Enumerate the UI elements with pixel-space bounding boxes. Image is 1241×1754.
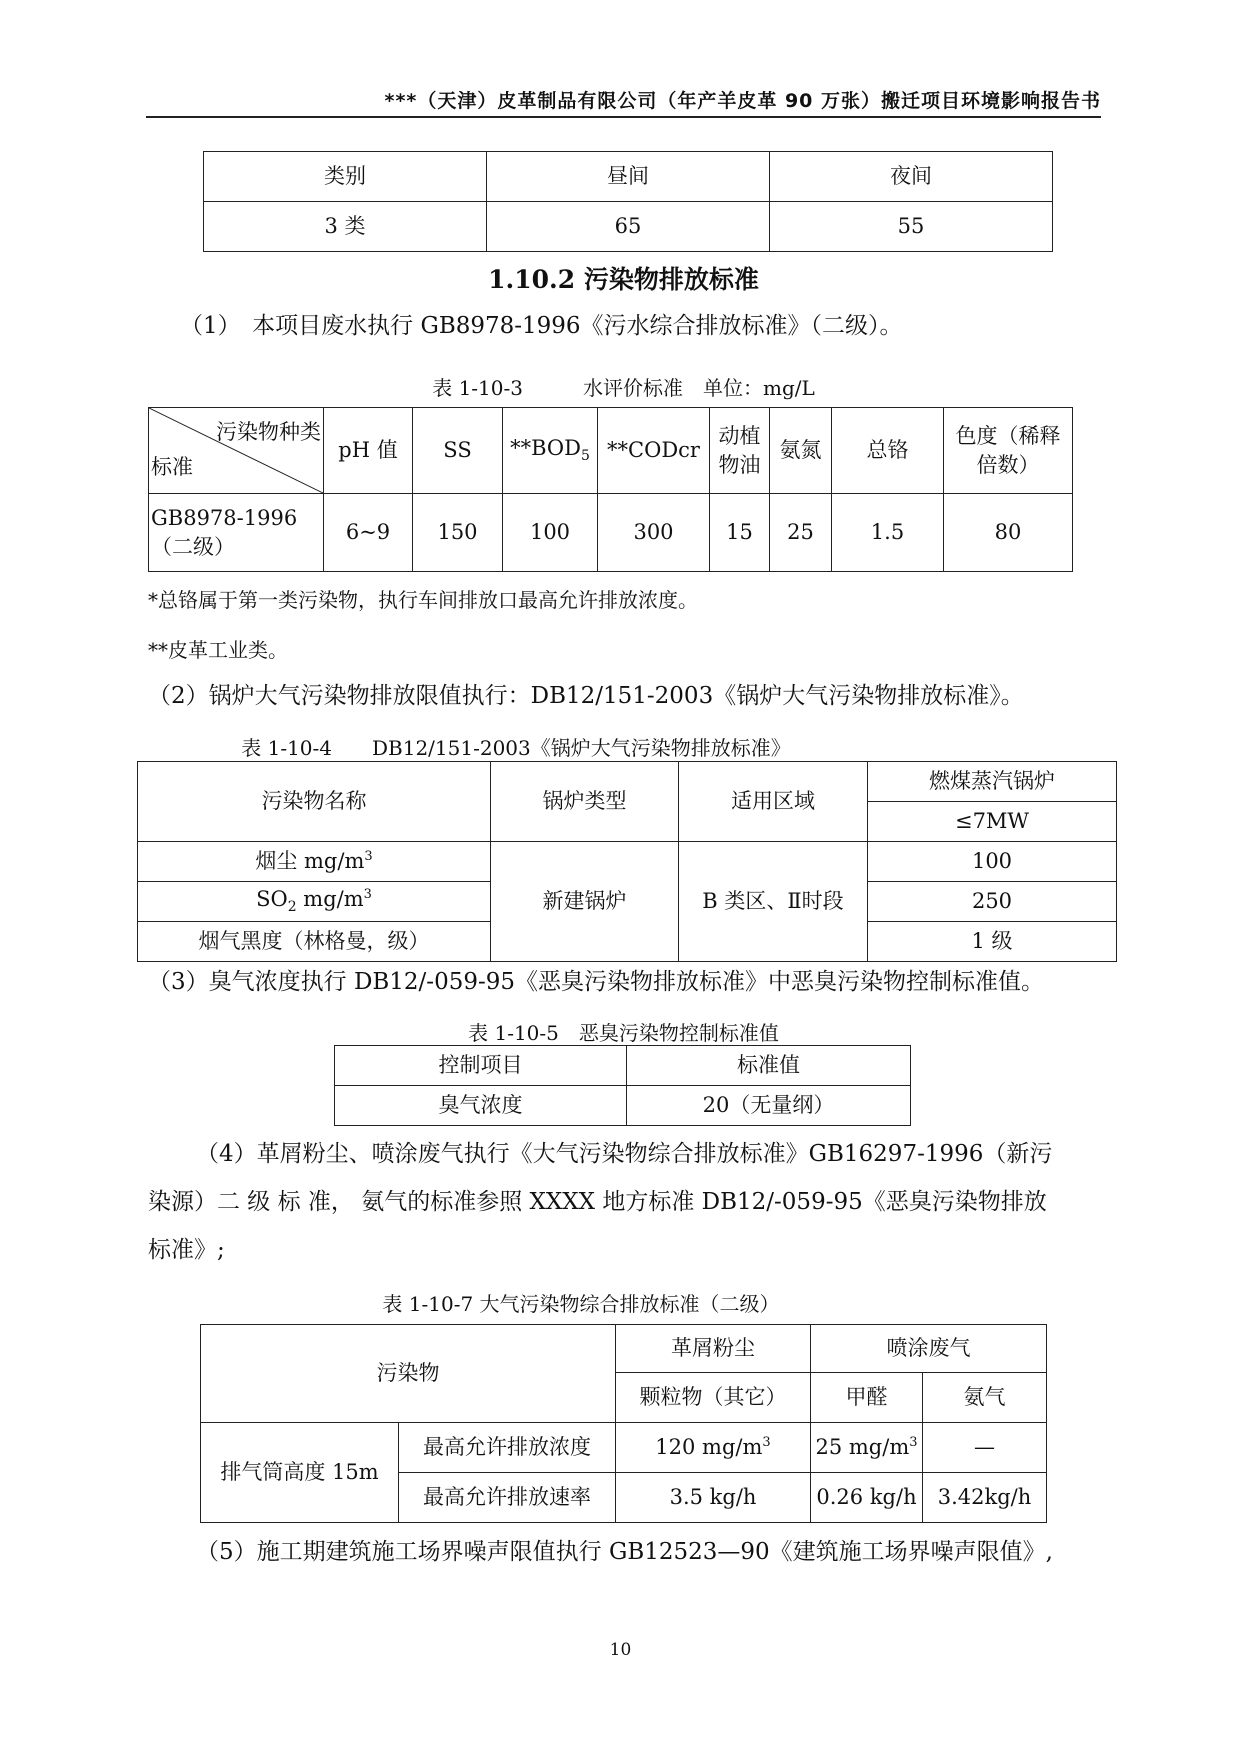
water-header-oil: 动植物油 [710,408,770,494]
water-header-ammonia: 氨氮 [770,408,832,494]
odor-standard-table [334,1045,911,1126]
air-header-particle: 颗粒物（其它） [616,1373,811,1423]
odor-cell-item: 臭气浓度 [335,1086,627,1126]
boiler-value-so2: 250 [868,882,1117,922]
note-leather: **皮革工业类。 [148,638,288,662]
water-value-color: 80 [944,494,1073,572]
water-header-bod [503,408,598,494]
air-stack-height: 排气筒高度 15m [201,1423,399,1523]
boiler-row-dust [138,842,491,882]
water-standard-table [148,407,1073,572]
boiler-header-type: 锅炉类型 [491,762,679,842]
odor-cell-value: 20（无量纲） [627,1086,911,1126]
odor-header-item: 控制项目 [335,1046,627,1086]
water-value-ph: 6~9 [324,494,413,572]
boiler-value-blackness: 1 级 [868,922,1117,962]
water-row-label: GB8978-1996（二级） [149,494,324,572]
water-value-ss: 150 [413,494,503,572]
boiler-header-coal: 燃煤蒸汽锅炉 [868,762,1117,802]
item-2: （2）锅炉大气污染物排放限值执行：DB12/151-2003《锅炉大气污染物排放标准》。 [148,683,1024,709]
air-header-nh3: 氨气 [923,1373,1047,1423]
hcho-conc-sup: 3 [909,1435,918,1451]
odor-header-value: 标准值 [627,1046,911,1086]
noise-cell-category: 3 类 [204,202,487,252]
item-1: （1） 本项目废水执行 GB8978-1996《污水综合排放标准》（二级）。 [180,313,903,339]
item-3: （3）臭气浓度执行 DB12/-059-95《恶臭污染物排放标准》中恶臭污染物控制标准值。 [148,969,1045,995]
odor-table-caption: 表 1-10-5 恶臭污染物控制标准值 [468,1021,779,1045]
document-header: ***（天津）皮革制品有限公司（年产羊皮革 90 万张）搬迁项目环境影响报告书 [384,90,1101,112]
air-value-particle-rate: 3.5 kg/h [616,1473,811,1523]
so2-sub: 2 [287,899,297,916]
air-standard-table [200,1324,1047,1523]
air-value-nh3-rate: 3.42kg/h [923,1473,1047,1523]
dust-sup: 3 [364,849,373,865]
boiler-header-area: 适用区域 [679,762,868,842]
air-row-concentration: 最高允许排放浓度 [399,1423,616,1473]
noise-header-night: 夜间 [770,152,1053,202]
water-corner-top: 污染物种类 [216,420,321,444]
air-header-spray: 喷涂废气 [811,1325,1047,1373]
air-value-nh3-conc: — [923,1423,1047,1473]
water-header-color: 色度（稀释倍数） [944,408,1073,494]
section-title: 1.10.2 污染物排放标准 [488,265,759,294]
air-header-dust: 革屑粉尘 [616,1325,811,1373]
boiler-type-value: 新建锅炉 [491,842,679,962]
air-value-hcho-rate: 0.26 kg/h [811,1473,923,1523]
boiler-header-pollutant: 污染物名称 [138,762,491,842]
air-header-hcho: 甲醛 [811,1373,923,1423]
water-header-cod: **CODcr [598,408,710,494]
water-header-ph: pH 值 [324,408,413,494]
boiler-table-caption: 表 1-10-4 DB12/151-2003《锅炉大气污染物排放标准》 [241,736,791,760]
so2-unit: mg/m [296,887,364,912]
noise-header-day: 昼间 [487,152,770,202]
boiler-header-power: ≤7MW [868,802,1117,842]
water-corner-bottom: 标准 [151,454,193,479]
item-4-line-1: （4）革屑粉尘、喷涂废气执行《大气污染物综合排放标准》GB16297-1996（新污 [196,1141,1053,1167]
so2-pre: SO [256,887,288,912]
water-header-ss: SS [413,408,503,494]
boiler-standard-table [137,761,1117,962]
boiler-value-dust: 100 [868,842,1117,882]
water-table-caption: 表 1-10-3 水评价标准 单位：mg/L [432,376,815,400]
noise-header-category: 类别 [204,152,487,202]
noise-cell-night: 55 [770,202,1053,252]
particle-conc-text: 120 mg/m [655,1435,763,1460]
header-rule [146,116,1101,118]
item-4-line-3: 标准》; [148,1237,225,1263]
air-value-particle-conc [616,1423,811,1473]
hcho-conc-text: 25 mg/m [815,1435,910,1460]
bod-subscript: 5 [580,448,590,465]
item-5: （5）施工期建筑施工场界噪声限值执行 GB12523—90《建筑施工场界噪声限值》, [196,1539,1053,1565]
water-value-bod: 100 [503,494,598,572]
noise-table [203,151,1053,252]
water-corner-cell [149,408,324,494]
page-number: 10 [609,1640,632,1660]
so2-sup: 3 [363,887,372,903]
particle-conc-sup: 3 [762,1435,771,1451]
note-chromium: *总铬属于第一类污染物，执行车间排放口最高允许排放浓度。 [148,588,698,612]
boiler-row-so2 [138,882,491,922]
water-header-chromium: 总铬 [832,408,944,494]
air-table-caption: 表 1-10-7 大气污染物综合排放标准（二级） [382,1292,780,1316]
water-value-oil: 15 [710,494,770,572]
noise-cell-day: 65 [487,202,770,252]
item-4-line-2: 染源）二 级 标 准， 氨气的标准参照 XXXX 地方标准 DB12/-059-95《恶臭污染物排放 [148,1189,1047,1215]
water-value-cod: 300 [598,494,710,572]
boiler-row-blackness: 烟气黑度（林格曼，级） [138,922,491,962]
boiler-area-value: B 类区、Ⅱ时段 [679,842,868,962]
air-header-pollutant: 污染物 [201,1325,616,1423]
bod-label: **BOD [510,436,581,461]
air-value-hcho-conc [811,1423,923,1473]
water-value-chromium: 1.5 [832,494,944,572]
dust-label: 烟尘 mg/m [255,849,365,874]
water-value-ammonia: 25 [770,494,832,572]
air-row-rate: 最高允许排放速率 [399,1473,616,1523]
